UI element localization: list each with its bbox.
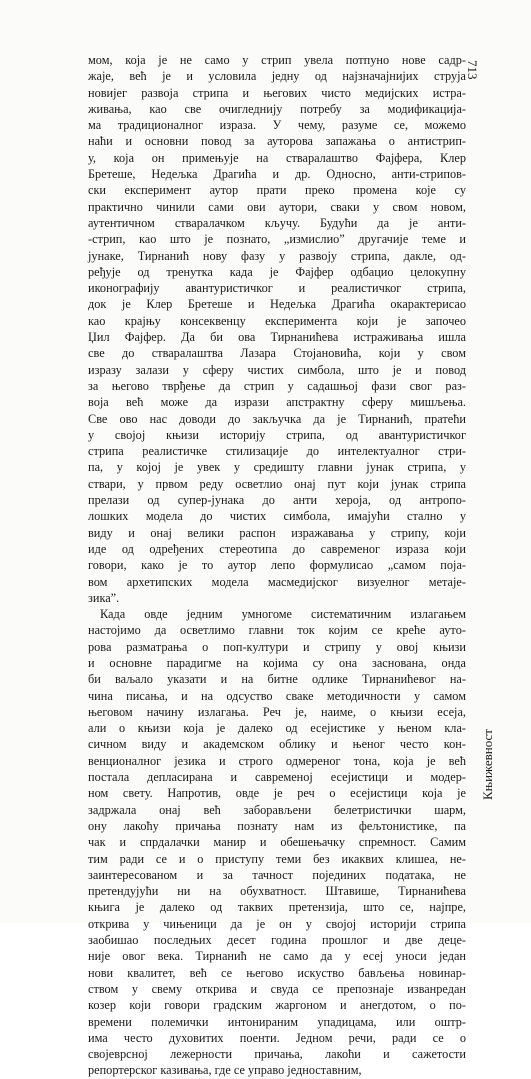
text-line: постала депласирана и савременој есејистици и модер- — [88, 770, 466, 785]
text-line: у својој књизи историју стрипа, од авантуристичког — [88, 427, 466, 442]
text-line: ном свету. Напротив, овде је реч о есејистици која је — [88, 786, 466, 801]
text-line: иконографију авантуристичког и реалистичког стрипа, — [88, 281, 466, 296]
text-line: сичном виду и академском облику и њеног често кон- — [88, 737, 466, 752]
text-line: би ваљало указати и на битне одлике Тирнанићевог на- — [88, 672, 466, 687]
text-line: вом архетипских модела масмедијског визуелног метаје- — [88, 574, 466, 589]
text-line: па, у којој је увек у средишту главни јунак стрипа, у — [88, 460, 466, 475]
text-line: у, која он примењује на стваралаштво Фајфера, Клер — [88, 150, 466, 165]
text-line: настојимо да осветлимо главни ток којим се креће аутo- — [88, 623, 466, 638]
text-line: његовом начину излагања. Реч је, наиме, о књизи есеја, — [88, 704, 466, 719]
text-line: чина писања, и на одсуство сваке методичности у самом — [88, 688, 466, 703]
text-line: практично чинили сами ови аутори, сваки у свом новом, — [88, 199, 466, 214]
text-line: виду и онај велики распон изражавања у стрипу, који — [88, 525, 466, 540]
text-line: зика”. — [88, 590, 120, 605]
text-line: за његово тврђење да стрип у садашњој фази свог раз- — [88, 378, 466, 393]
text-line: нови квалитет, већ се његово искуство бављења новинар- — [88, 965, 466, 980]
paragraph-1 — [88, 52, 466, 606]
text-line: лошких модела до чистих симбола, имајући стално у — [88, 509, 466, 524]
text-line: ски експеримент аутор прати преко промена које су — [88, 183, 466, 198]
text-line: наћи и основни повод за ауторова запажања о антистрип- — [88, 134, 466, 149]
text-line: ствари, у првом реду осветлио онај пут који јунак стрипа — [88, 476, 466, 491]
text-line: рова размaтрања о поп-култури и стрипу у овој књизи — [88, 639, 466, 654]
text-line: козер који говори градским жаргоном и анегдотом, о по- — [88, 998, 466, 1013]
text-line: ма традиционалног израза. У чему, разуме се, можемо — [88, 118, 466, 133]
text-line: аутентичном стваралачком кључу. Будући да је анти- — [88, 215, 466, 230]
journal-name: Књижевност — [480, 729, 495, 800]
text-line: венционалног језика и строго одмереног тона, која је већ — [88, 753, 466, 768]
text-line: Када овде једним умногоме систематичним излагањем — [100, 607, 466, 622]
text-line: времени полемички интонираним упадицама, или оштр- — [88, 1014, 466, 1029]
body-text — [88, 52, 466, 1079]
text-line: претендујући ни на обухватност. Штавише, Тирнанићева — [88, 884, 466, 899]
text-line: жаје, већ је и условила једну од најзначајнијих струја — [88, 69, 466, 84]
text-line: Бретеше, Недељка Драгића и др. Односно, анти-стрипов- — [88, 167, 466, 182]
text-line: ством у свему открива и свуда се препознаје изванредан — [88, 981, 466, 996]
text-line: воја већ може да изрази апстрактну сферу мишљења. — [88, 395, 466, 410]
text-line: и основне парадигме на којима су она заснована, онда — [88, 655, 466, 670]
text-line: док је Клер Бретеше и Недељка Драгића окарактерисао — [88, 297, 466, 312]
text-line: Џил Фајфер. Да би ова Тирнанићева истраживања ишла — [88, 330, 466, 345]
text-line: као крајњу консеквенцу експеримента који је започео — [88, 313, 466, 328]
text-line: открива у чињеници да је он у својој историји стрипа — [88, 916, 466, 931]
text-line: изразу залази у сферу чистих симбола, што је и повод — [88, 362, 466, 377]
page-number: 713 — [465, 60, 480, 80]
text-line: иде од одређених стереотипа до савременог израза који — [88, 541, 466, 556]
text-line: говори, како је то аутор лепо формулисао „самом поја- — [88, 558, 466, 573]
text-line: задржала онај већ заборављени белетристички шарм, — [88, 802, 466, 817]
text-line: -стрип, као што је познато, „измислио” другачије теме и — [88, 232, 466, 247]
text-line: ређује од тренутка када је Фајфер одбацио целокупну — [88, 264, 466, 279]
text-line: све до стваралаштва Лазара Стојановића, који у свом — [88, 346, 466, 361]
text-line: репортерског казивања, где се управо једноставним, — [88, 1063, 362, 1078]
text-line: живања, као све очигледнију потребу за модификација- — [88, 101, 466, 116]
text-line: новијег развоја стрипа и његових чисто медијских истра- — [88, 85, 466, 100]
text-line: али о књизи која је далеко од есејистике у њеном кла- — [88, 721, 466, 736]
text-line: чак и спрдалачки манир и обешењачку спремност. Самим — [88, 835, 466, 850]
text-line: заобишао последњих десет година прошлог и две деце- — [88, 933, 466, 948]
text-line: прелази од супер-јунака до анти хероја, од антропо- — [88, 493, 466, 508]
text-line: стрипа реалистичке стилизације до интелектуалног стри- — [88, 444, 466, 459]
text-line: књига је далеко од таквих претензија, што се, најпре, — [88, 900, 466, 915]
text-line: заинтересованом и за тачност појединих података, не — [88, 867, 466, 882]
paragraph-2 — [88, 606, 466, 1079]
text-line: ону лакоћу причања познату нам из фељтонистике, па — [88, 818, 466, 833]
text-line: тим ради се и о приступу теми без икаквих клишеа, не- — [88, 851, 466, 866]
text-line: јунаке, Тирнанић нову фазу у развоју стрипа, дакле, од- — [88, 248, 466, 263]
text-line: мом, која је не само у стрип увела потпуно нове садр- — [88, 53, 466, 67]
text-line: има често духовитих поенти. Једном речи, ради се о — [88, 1030, 466, 1045]
text-line: својеврсној лежерности причања, лакоћи и сажетости — [88, 1047, 466, 1062]
text-line: Све ово нас доводи до закључка да је Тирнанић, пратећи — [88, 411, 466, 426]
text-line: није овог века. Тирнанић не само да у есеј уноси један — [88, 949, 466, 964]
